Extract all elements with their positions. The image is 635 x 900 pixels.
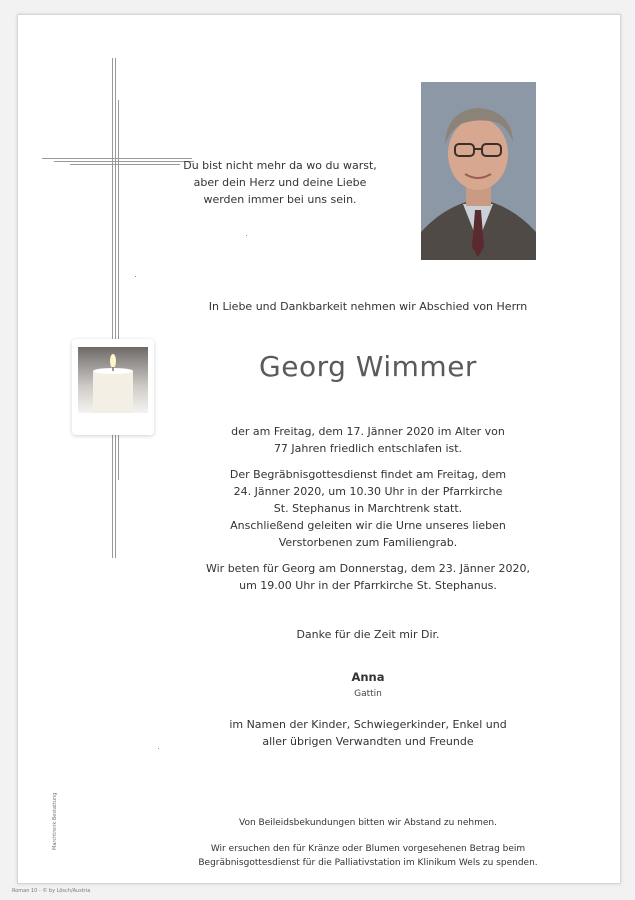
portrait-photo xyxy=(421,82,536,260)
candle-image xyxy=(72,339,154,435)
signature-role: Gattin xyxy=(354,689,382,699)
quote-line-3: werden immer bei uns sein. xyxy=(203,193,357,206)
thanks-text: Danke für die Zeit mir Dir. xyxy=(296,628,440,641)
death-notice xyxy=(150,423,586,457)
service-line-1: Der Begräbnisgottesdienst findet am Freitag, dem xyxy=(229,468,507,481)
death-line-1: der am Freitag, dem 17. Jänner 2020 im Alter von xyxy=(231,425,505,438)
donation-line-1: Wir ersuchen den für Kränze oder Blumen vorgesehenen Betrag beim xyxy=(210,844,526,854)
death-line-2: 77 Jahren friedlich entschlafen ist. xyxy=(273,442,463,455)
deceased-name: Georg Wimmer xyxy=(259,350,477,383)
service-line-5: Verstorbenen zum Familiengrab. xyxy=(278,536,458,549)
prayer-line-1: Wir beten für Georg am Donnerstag, dem 23. Jänner 2020, xyxy=(205,562,530,575)
service-line-4: Anschließend geleiten wir die Urne unseres lieben xyxy=(230,519,506,532)
service-notice xyxy=(150,466,586,551)
quote-line-2: aber dein Herz und deine Liebe xyxy=(193,176,367,189)
family-line-1: im Namen der Kinder, Schwiegerkinder, Enkel und xyxy=(229,718,507,731)
condolence-note: Von Beileidsbekundungen bitten wir Abstand zu nehmen. xyxy=(239,818,497,828)
side-imprint: Marchtrenk Bestattung xyxy=(52,792,58,850)
donation-note xyxy=(150,842,586,870)
prayer-notice xyxy=(150,560,586,594)
speck xyxy=(135,276,136,277)
quote-line-1: Du bist nicht mehr da wo du warst, xyxy=(183,159,377,172)
service-line-3: St. Stephanus in Marchtrenk statt. xyxy=(273,502,463,515)
speck xyxy=(158,748,159,749)
prayer-line-2: um 19.00 Uhr in der Pfarrkirche St. Stephanus. xyxy=(239,579,497,592)
family-line-2: aller übrigen Verwandten und Freunde xyxy=(262,735,474,748)
quote xyxy=(150,157,410,208)
family-text xyxy=(150,716,586,750)
farewell-text: In Liebe und Dankbarkeit nehmen wir Abschied von Herrn xyxy=(208,300,528,313)
signature-name: Anna xyxy=(351,670,385,684)
service-line-2: 24. Jänner 2020, um 10.30 Uhr in der Pfarrkirche xyxy=(233,485,503,498)
speck xyxy=(246,235,247,236)
footer-imprint: Roman 10 - © by Lösch/Austria xyxy=(12,888,91,894)
donation-line-2: Begräbnisgottesdienst für die Palliativstation im Klinikum Wels zu spenden. xyxy=(198,858,538,868)
